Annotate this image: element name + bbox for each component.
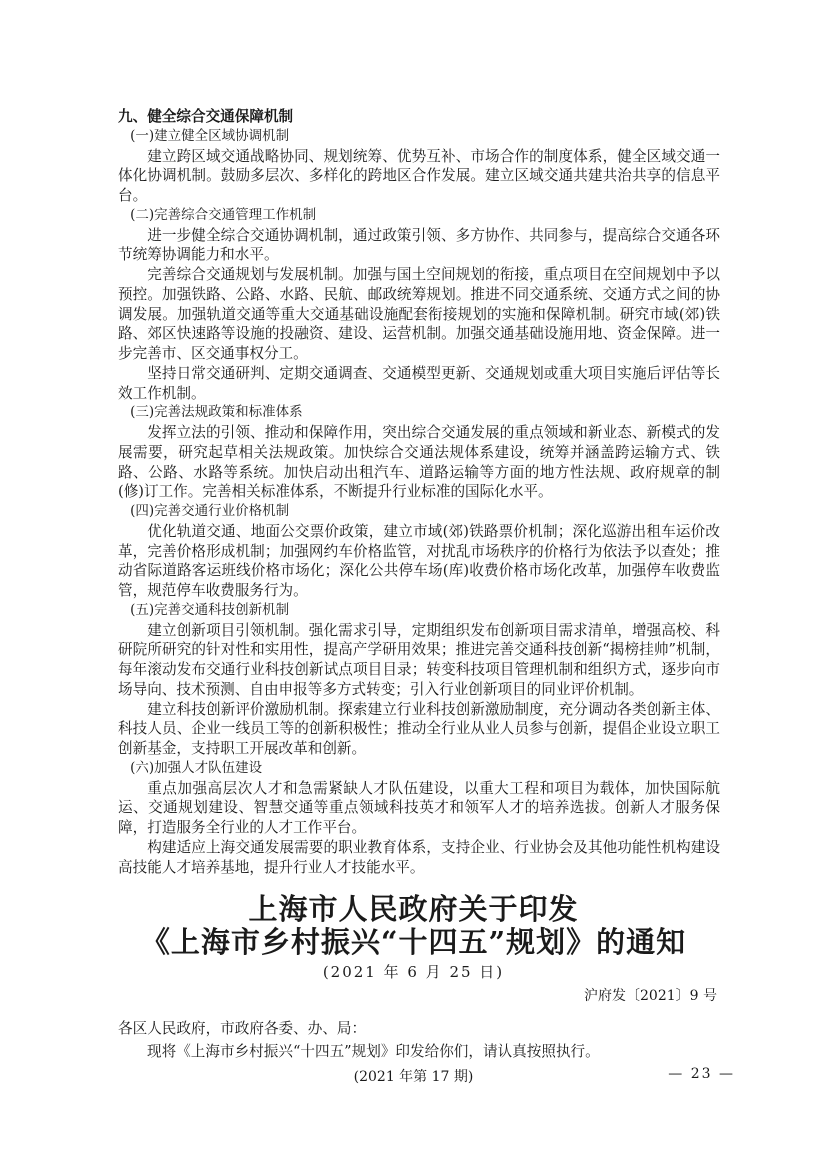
notice-title-line1: 上海市人民政府关于印发 [248,892,579,926]
paragraph: 坚持日常交通研判、定期交通调查、交通模型更新、交通规划或重大项目实施后评估等长效工作机制。 [118,364,720,402]
issue-footer: (2021 年第 17 期) [353,1069,474,1085]
notice-title-line2: 《上海市乡村振兴“十四五”规划》的通知 [140,925,687,959]
section-blocks [118,127,720,878]
page-number: — 23 — [668,1066,735,1082]
subsection-heading: (三)完善法规政策和标准体系 [130,404,303,421]
subsection-heading: (六)加强人才队伍建设 [130,759,263,776]
notice-title [0,893,827,959]
paragraph: 完善综合交通规划与发展机制。加强与国土空间规划的衔接，重点项目在空间规划中予以预控。加强铁路、公路、水路、民航、邮政统筹规划。推进不同交通系统、交通方式之间的协调发展。加强轨道交通等重大交通基础设施配套衔接规划的实施和保障机制。研究市域(郊)铁路、郊区快速路等设施的投融资、建设、运营机制。加强交通基础设施用地、资金保障。进一步完善市、区交通事权分工。 [118,266,720,362]
section-heading: 九、健全综合交通保障机制 [118,108,294,125]
addressee: 各区人民政府，市政府各委、办、局： [118,1020,367,1037]
doc-number: 沪府发〔2021〕9 号 [584,988,717,1004]
subsection-heading: (二)完善综合交通管理工作机制 [130,206,317,223]
paragraph: 发挥立法的引领、推动和保障作用，突出综合交通发展的重点领域和新业态、新模式的发展需要，研究起草相关法规政策。加快综合交通法规体系建设，统筹并涵盖跨运输方式、铁路、公路、水路等系统。加快启动出租汽车、道路运输等方面的地方性法规、政府规章的制(修)订工作。完善相关标准体系，不断提升行业标准的国际化水平。 [118,424,720,501]
notice-body: 现将《上海市乡村振兴“十四五”规划》印发给你们，请认真按照执行。 [147,1043,600,1060]
paragraph: 建立科技创新评价激励机制。探索建立行业科技创新激励制度，充分调动各类创新主体、科技人员、企业一线员工等的创新积极性；推动全行业从业人员参与创新，提倡企业设立职工创新基金，支持职工开展改革和创新。 [118,700,720,757]
paragraph: 构建适应上海交通发展需要的职业教育体系，支持企业、行业协会及其他功能性机构建设高技能人才培养基地，提升行业人才技能水平。 [118,838,720,876]
subsection-heading: (五)完善交通科技创新机制 [130,601,290,618]
paragraph: 优化轨道交通、地面公交票价政策，建立市域(郊)铁路票价机制；深化巡游出租车运价改革，完善价格形成机制；加强网约车价格监管，对扰乱市场秩序的价格行为依法予以查处；推动省际道路客运班线价格市场化；深化公共停车场(库)收费价格市场化改革，加强停车收费监管，规范停车收费服务行为。 [118,522,720,599]
paragraph: 进一步健全综合交通协调机制，通过政策引领、多方协作、共同参与，提高综合交通各环节统筹协调能力和水平。 [118,226,720,264]
paragraph: 建立创新项目引领机制。强化需求引导，定期组织发布创新项目需求清单，增强高校、科研院所研究的针对性和实用性，提高产学研用效果；推进完善交通科技创新“揭榜挂帅”机制，每年滚动发布交通行业科技创新试点项目目录；转变科技项目管理机制和组织方式，逐步向市场导向、技术预测、自由申报等多方式转变；引入行业创新项目的同业评价机制。 [118,621,720,698]
section-body [118,107,720,877]
notice-date: (2021 年 6 月 25 日) [322,963,505,981]
subsection-heading: (四)完善交通行业价格机制 [130,503,290,519]
subsection-heading: (一)建立健全区域协调机制 [130,127,290,144]
paragraph: 建立跨区域交通战略协同、规划统筹、优势互补、市场合作的制度体系，健全区域交通一体化协调机制。鼓励多层次、多样化的跨地区合作发展。建立区域交通共建共治共享的信息平台。 [118,147,720,204]
paragraph: 重点加强高层次人才和急需紧缺人才队伍建设，以重大工程和项目为载体，加快国际航运、交通规划建设、智慧交通等重点领域科技英才和领军人才的培养选拔。创新人才服务保障，打造服务全行业的人才工作平台。 [118,779,720,836]
